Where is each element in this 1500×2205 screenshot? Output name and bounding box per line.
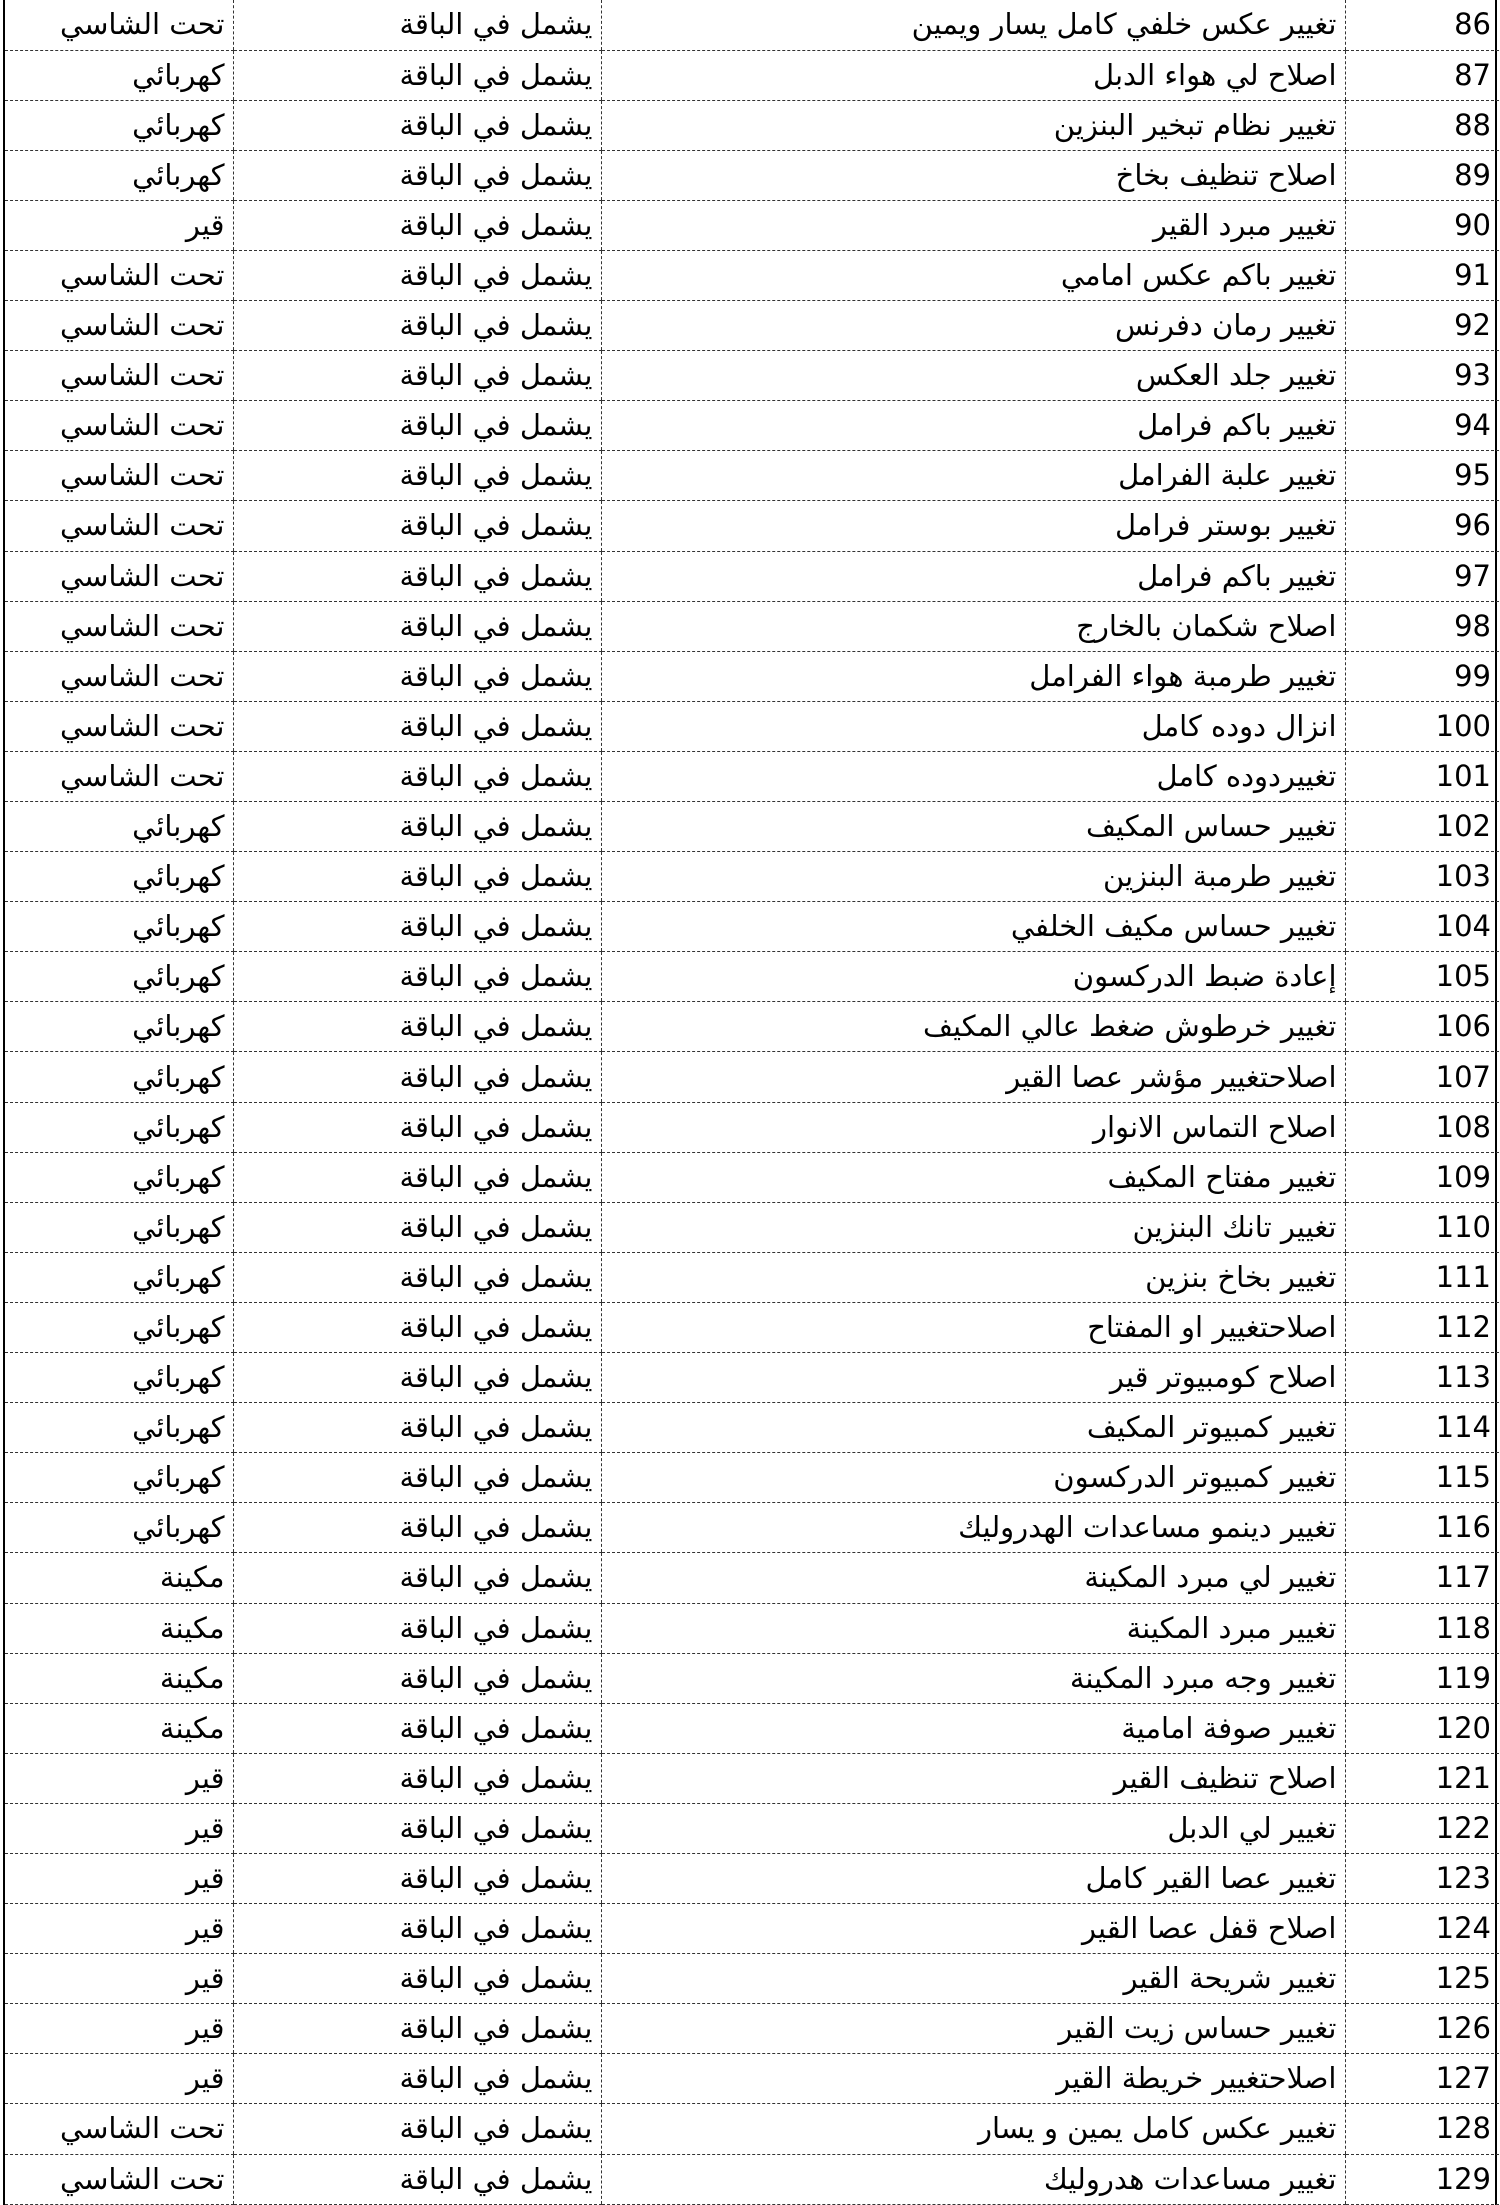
- table-row: [5, 1703, 1499, 1753]
- coverage-cell: يشمل في الباقة: [233, 852, 601, 902]
- category-cell: تحت الشاسي: [5, 451, 233, 501]
- coverage-cell: يشمل في الباقة: [233, 902, 601, 952]
- category-cell: كهربائي: [5, 100, 233, 150]
- category-cell: تحت الشاسي: [5, 651, 233, 701]
- category-cell: كهربائي: [5, 1052, 233, 1102]
- category-cell: كهربائي: [5, 1403, 233, 1453]
- row-number-cell: 92: [1345, 301, 1499, 351]
- service-name-cell: تغيير باكم فرامل: [601, 401, 1345, 451]
- row-number-cell: 108: [1345, 1102, 1499, 1152]
- category-cell: قير: [5, 1753, 233, 1803]
- table-row: [5, 952, 1499, 1002]
- row-number-cell: 109: [1345, 1152, 1499, 1202]
- category-cell: تحت الشاسي: [5, 401, 233, 451]
- category-cell: تحت الشاسي: [5, 601, 233, 651]
- table-row: [5, 401, 1499, 451]
- coverage-cell: يشمل في الباقة: [233, 150, 601, 200]
- service-name-cell: تغيير بوستر فرامل: [601, 501, 1345, 551]
- service-name-cell: تغيير وجه مبرد المكينة: [601, 1653, 1345, 1703]
- table-row: [5, 100, 1499, 150]
- category-cell: تحت الشاسي: [5, 501, 233, 551]
- table-row: [5, 1052, 1499, 1102]
- category-cell: قير: [5, 1853, 233, 1903]
- service-name-cell: تغييردوده كامل: [601, 751, 1345, 801]
- category-cell: كهربائي: [5, 1202, 233, 1252]
- category-cell: كهربائي: [5, 1252, 233, 1302]
- coverage-cell: يشمل في الباقة: [233, 2004, 601, 2054]
- row-number-cell: 101: [1345, 751, 1499, 801]
- service-name-cell: تغيير عكس كامل يمين و يسار: [601, 2104, 1345, 2154]
- row-number-cell: 128: [1345, 2104, 1499, 2154]
- coverage-cell: يشمل في الباقة: [233, 601, 601, 651]
- coverage-cell: يشمل في الباقة: [233, 200, 601, 250]
- service-name-cell: تغيير لي مبرد المكينة: [601, 1553, 1345, 1603]
- service-name-cell: تغيير دينمو مساعدات الهدروليك: [601, 1503, 1345, 1553]
- coverage-cell: يشمل في الباقة: [233, 1453, 601, 1503]
- service-name-cell: تغيير كمبيوتر المكيف: [601, 1403, 1345, 1453]
- table-row: [5, 852, 1499, 902]
- row-number-cell: 98: [1345, 601, 1499, 651]
- table-row: [5, 1653, 1499, 1703]
- coverage-cell: يشمل في الباقة: [233, 1102, 601, 1152]
- table-row: [5, 1553, 1499, 1603]
- service-name-cell: اصلاح تنظيف بخاخ: [601, 150, 1345, 200]
- coverage-cell: يشمل في الباقة: [233, 451, 601, 501]
- coverage-cell: يشمل في الباقة: [233, 1353, 601, 1403]
- coverage-cell: يشمل في الباقة: [233, 401, 601, 451]
- coverage-cell: يشمل في الباقة: [233, 551, 601, 601]
- coverage-cell: يشمل في الباقة: [233, 1853, 601, 1903]
- category-cell: تحت الشاسي: [5, 2154, 233, 2204]
- row-number-cell: 94: [1345, 401, 1499, 451]
- category-cell: كهربائي: [5, 1102, 233, 1152]
- category-cell: كهربائي: [5, 1002, 233, 1052]
- coverage-cell: يشمل في الباقة: [233, 1403, 601, 1453]
- service-name-cell: تغيير نظام تبخير البنزين: [601, 100, 1345, 150]
- service-name-cell: اصلاح شكمان بالخارج: [601, 601, 1345, 651]
- table-row: [5, 751, 1499, 801]
- table-row: [5, 2004, 1499, 2054]
- service-name-cell: تغيير طرمبة هواء الفرامل: [601, 651, 1345, 701]
- service-name-cell: تغيير بخاخ بنزين: [601, 1252, 1345, 1302]
- coverage-cell: يشمل في الباقة: [233, 1803, 601, 1853]
- category-cell: تحت الشاسي: [5, 701, 233, 751]
- coverage-cell: يشمل في الباقة: [233, 1052, 601, 1102]
- category-cell: كهربائي: [5, 1302, 233, 1352]
- coverage-cell: يشمل في الباقة: [233, 1002, 601, 1052]
- service-name-cell: اصلاح قفل عصا القير: [601, 1904, 1345, 1954]
- service-name-cell: تغيير خرطوش ضغط عالي المكيف: [601, 1002, 1345, 1052]
- category-cell: تحت الشاسي: [5, 551, 233, 601]
- category-cell: كهربائي: [5, 50, 233, 100]
- category-cell: قير: [5, 1954, 233, 2004]
- category-cell: قير: [5, 2004, 233, 2054]
- table-row: [5, 1102, 1499, 1152]
- category-cell: تحت الشاسي: [5, 250, 233, 300]
- row-number-cell: 127: [1345, 2054, 1499, 2104]
- table-row: [5, 2104, 1499, 2154]
- table-row: [5, 250, 1499, 300]
- coverage-cell: يشمل في الباقة: [233, 701, 601, 751]
- table-row: [5, 150, 1499, 200]
- category-cell: قير: [5, 1904, 233, 1954]
- table-row: [5, 551, 1499, 601]
- row-number-cell: 103: [1345, 852, 1499, 902]
- table-row: [5, 1904, 1499, 1954]
- coverage-cell: يشمل في الباقة: [233, 1603, 601, 1653]
- table-row: [5, 802, 1499, 852]
- row-number-cell: 117: [1345, 1553, 1499, 1603]
- category-cell: كهربائي: [5, 952, 233, 1002]
- row-number-cell: 121: [1345, 1753, 1499, 1803]
- coverage-cell: يشمل في الباقة: [233, 751, 601, 801]
- service-name-cell: اصلاحتغيير او المفتاح: [601, 1302, 1345, 1352]
- coverage-cell: يشمل في الباقة: [233, 301, 601, 351]
- table-row: [5, 902, 1499, 952]
- coverage-cell: يشمل في الباقة: [233, 1503, 601, 1553]
- service-name-cell: تغيير لي الدبل: [601, 1803, 1345, 1853]
- coverage-cell: يشمل في الباقة: [233, 2154, 601, 2204]
- row-number-cell: 114: [1345, 1403, 1499, 1453]
- service-name-cell: تغيير تانك البنزين: [601, 1202, 1345, 1252]
- category-cell: كهربائي: [5, 1453, 233, 1503]
- row-number-cell: 123: [1345, 1853, 1499, 1903]
- row-number-cell: 99: [1345, 651, 1499, 701]
- table-row: [5, 451, 1499, 501]
- row-number-cell: 104: [1345, 902, 1499, 952]
- table-row: [5, 200, 1499, 250]
- coverage-cell: يشمل في الباقة: [233, 2054, 601, 2104]
- category-cell: قير: [5, 200, 233, 250]
- row-number-cell: 102: [1345, 802, 1499, 852]
- service-name-cell: تغيير رمان دفرنس: [601, 301, 1345, 351]
- coverage-cell: يشمل في الباقة: [233, 100, 601, 150]
- category-cell: تحت الشاسي: [5, 301, 233, 351]
- services-table-body: [5, 0, 1499, 2204]
- table-row: [5, 1152, 1499, 1202]
- service-name-cell: تغيير حساس زيت القير: [601, 2004, 1345, 2054]
- row-number-cell: 129: [1345, 2154, 1499, 2204]
- table-row: [5, 1753, 1499, 1803]
- service-name-cell: تغيير مبرد المكينة: [601, 1603, 1345, 1653]
- table-row: [5, 1252, 1499, 1302]
- category-cell: كهربائي: [5, 852, 233, 902]
- coverage-cell: يشمل في الباقة: [233, 1653, 601, 1703]
- service-name-cell: تغيير طرمبة البنزين: [601, 852, 1345, 902]
- category-cell: تحت الشاسي: [5, 751, 233, 801]
- table-row: [5, 1954, 1499, 2004]
- service-name-cell: تغيير باكم عكس امامي: [601, 250, 1345, 300]
- row-number-cell: 87: [1345, 50, 1499, 100]
- service-name-cell: اصلاحتغيير مؤشر عصا القير: [601, 1052, 1345, 1102]
- table-row: [5, 1002, 1499, 1052]
- category-cell: تحت الشاسي: [5, 351, 233, 401]
- service-name-cell: تغيير كمبيوتر الدركسون: [601, 1453, 1345, 1503]
- row-number-cell: 118: [1345, 1603, 1499, 1653]
- row-number-cell: 106: [1345, 1002, 1499, 1052]
- table-row: [5, 1803, 1499, 1853]
- service-name-cell: اصلاح تنظيف القير: [601, 1753, 1345, 1803]
- service-name-cell: إعادة ضبط الدركسون: [601, 952, 1345, 1002]
- row-number-cell: 89: [1345, 150, 1499, 200]
- row-number-cell: 111: [1345, 1252, 1499, 1302]
- coverage-cell: يشمل في الباقة: [233, 250, 601, 300]
- table-row: [5, 1302, 1499, 1352]
- table-row: [5, 0, 1499, 50]
- row-number-cell: 100: [1345, 701, 1499, 751]
- service-name-cell: تغيير عكس خلفي كامل يسار ويمين: [601, 0, 1345, 50]
- service-name-cell: اصلاح كومبيوتر قير: [601, 1353, 1345, 1403]
- services-table: [5, 0, 1499, 2205]
- coverage-cell: يشمل في الباقة: [233, 50, 601, 100]
- coverage-cell: يشمل في الباقة: [233, 1302, 601, 1352]
- coverage-cell: يشمل في الباقة: [233, 351, 601, 401]
- row-number-cell: 113: [1345, 1353, 1499, 1403]
- row-number-cell: 112: [1345, 1302, 1499, 1352]
- category-cell: مكينة: [5, 1553, 233, 1603]
- row-number-cell: 120: [1345, 1703, 1499, 1753]
- coverage-cell: يشمل في الباقة: [233, 802, 601, 852]
- row-number-cell: 122: [1345, 1803, 1499, 1853]
- category-cell: قير: [5, 1803, 233, 1853]
- category-cell: تحت الشاسي: [5, 0, 233, 50]
- row-number-cell: 126: [1345, 2004, 1499, 2054]
- category-cell: كهربائي: [5, 1503, 233, 1553]
- category-cell: مكينة: [5, 1603, 233, 1653]
- row-number-cell: 88: [1345, 100, 1499, 150]
- category-cell: كهربائي: [5, 802, 233, 852]
- table-row: [5, 2054, 1499, 2104]
- row-number-cell: 93: [1345, 351, 1499, 401]
- row-number-cell: 115: [1345, 1453, 1499, 1503]
- service-name-cell: تغيير صوفة امامية: [601, 1703, 1345, 1753]
- service-name-cell: تغيير شريحة القير: [601, 1954, 1345, 2004]
- row-number-cell: 97: [1345, 551, 1499, 601]
- row-number-cell: 125: [1345, 1954, 1499, 2004]
- coverage-cell: يشمل في الباقة: [233, 1753, 601, 1803]
- coverage-cell: يشمل في الباقة: [233, 501, 601, 551]
- row-number-cell: 110: [1345, 1202, 1499, 1252]
- coverage-cell: يشمل في الباقة: [233, 1904, 601, 1954]
- service-name-cell: اصلاحتغيير خريطة القير: [601, 2054, 1345, 2104]
- service-name-cell: تغيير باكم فرامل: [601, 551, 1345, 601]
- coverage-cell: يشمل في الباقة: [233, 1152, 601, 1202]
- coverage-cell: يشمل في الباقة: [233, 1252, 601, 1302]
- table-row: [5, 1603, 1499, 1653]
- table-row: [5, 301, 1499, 351]
- table-row: [5, 2154, 1499, 2204]
- service-name-cell: تغيير مفتاح المكيف: [601, 1152, 1345, 1202]
- table-row: [5, 601, 1499, 651]
- coverage-cell: يشمل في الباقة: [233, 1954, 601, 2004]
- table-row: [5, 1853, 1499, 1903]
- service-name-cell: تغيير عصا القير كامل: [601, 1853, 1345, 1903]
- service-name-cell: تغيير حساس المكيف: [601, 802, 1345, 852]
- row-number-cell: 124: [1345, 1904, 1499, 1954]
- coverage-cell: يشمل في الباقة: [233, 0, 601, 50]
- service-name-cell: تغيير جلد العكس: [601, 351, 1345, 401]
- row-number-cell: 91: [1345, 250, 1499, 300]
- coverage-cell: يشمل في الباقة: [233, 651, 601, 701]
- table-row: [5, 651, 1499, 701]
- table-row: [5, 1503, 1499, 1553]
- service-name-cell: انزال دوده كامل: [601, 701, 1345, 751]
- table-row: [5, 1353, 1499, 1403]
- category-cell: تحت الشاسي: [5, 2104, 233, 2154]
- coverage-cell: يشمل في الباقة: [233, 1553, 601, 1603]
- table-row: [5, 501, 1499, 551]
- table-row: [5, 1202, 1499, 1252]
- category-cell: كهربائي: [5, 902, 233, 952]
- coverage-cell: يشمل في الباقة: [233, 1703, 601, 1753]
- service-name-cell: تغيير مساعدات هدروليك: [601, 2154, 1345, 2204]
- table-row: [5, 351, 1499, 401]
- row-number-cell: 95: [1345, 451, 1499, 501]
- category-cell: مكينة: [5, 1653, 233, 1703]
- table-row: [5, 50, 1499, 100]
- service-name-cell: اصلاح التماس الانوار: [601, 1102, 1345, 1152]
- coverage-cell: يشمل في الباقة: [233, 2104, 601, 2154]
- row-number-cell: 105: [1345, 952, 1499, 1002]
- service-name-cell: اصلاح لي هواء الدبل: [601, 50, 1345, 100]
- row-number-cell: 107: [1345, 1052, 1499, 1102]
- row-number-cell: 96: [1345, 501, 1499, 551]
- coverage-cell: يشمل في الباقة: [233, 1202, 601, 1252]
- coverage-cell: يشمل في الباقة: [233, 952, 601, 1002]
- service-name-cell: تغيير حساس مكيف الخلفي: [601, 902, 1345, 952]
- category-cell: كهربائي: [5, 150, 233, 200]
- table-row: [5, 1403, 1499, 1453]
- category-cell: كهربائي: [5, 1353, 233, 1403]
- category-cell: كهربائي: [5, 1152, 233, 1202]
- table-row: [5, 701, 1499, 751]
- service-name-cell: تغيير علبة الفرامل: [601, 451, 1345, 501]
- service-name-cell: تغيير مبرد القير: [601, 200, 1345, 250]
- row-number-cell: 119: [1345, 1653, 1499, 1703]
- table-row: [5, 1453, 1499, 1503]
- services-sheet: [3, 0, 1497, 2205]
- category-cell: قير: [5, 2054, 233, 2104]
- row-number-cell: 90: [1345, 200, 1499, 250]
- category-cell: مكينة: [5, 1703, 233, 1753]
- row-number-cell: 86: [1345, 0, 1499, 50]
- row-number-cell: 116: [1345, 1503, 1499, 1553]
